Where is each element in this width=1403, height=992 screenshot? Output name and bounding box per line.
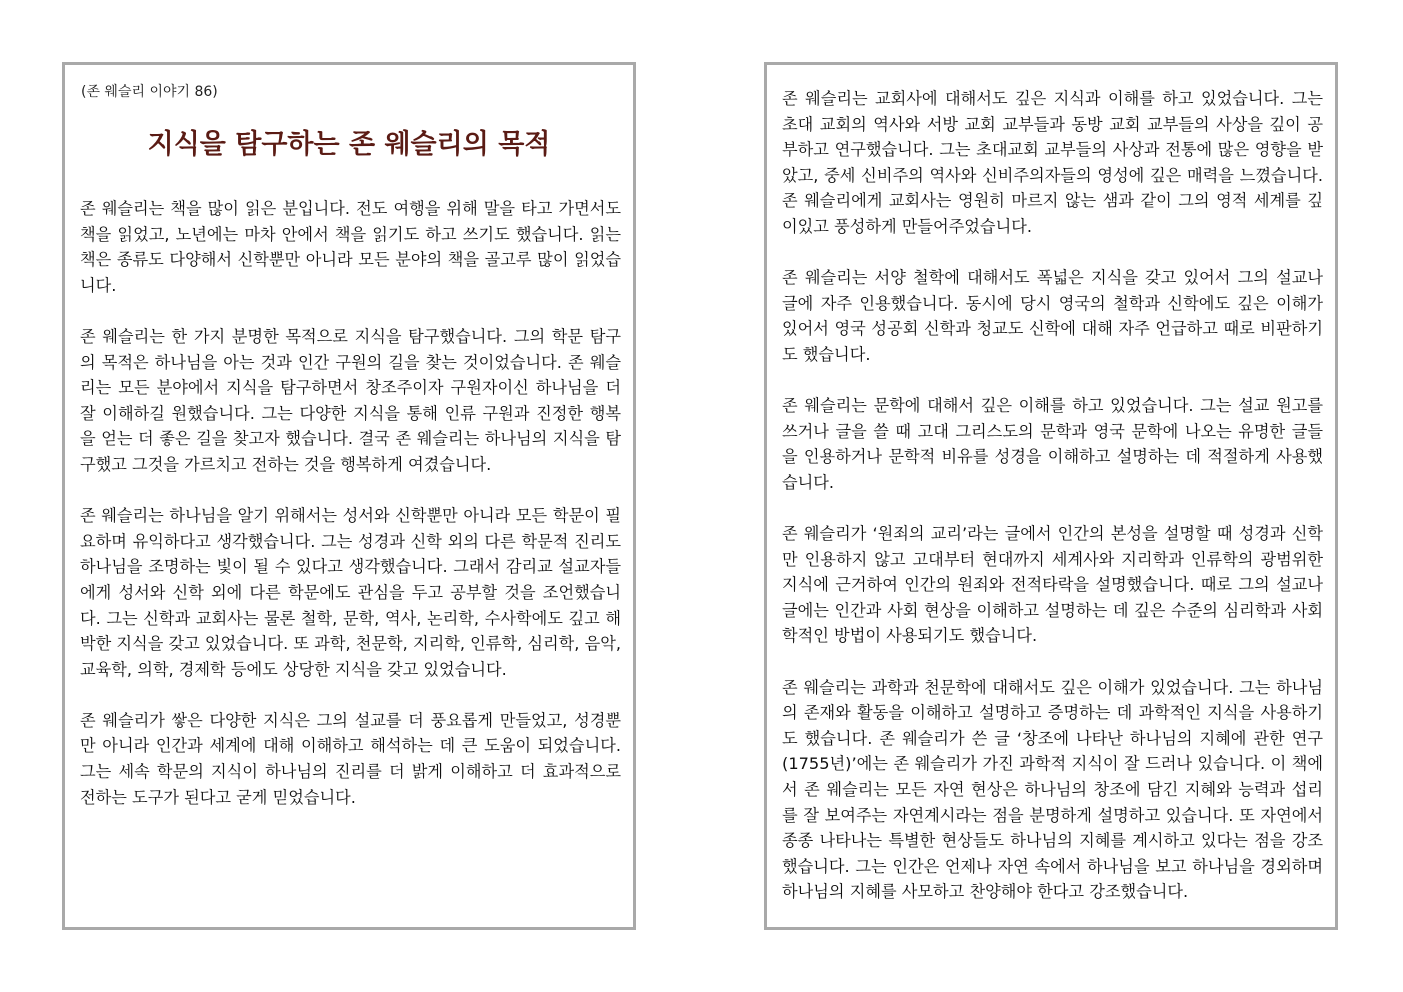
paragraph: 존 웨슬리는 책을 많이 읽은 분입니다. 전도 여행을 위해 말을 타고 가면서도 책을 읽었고, 노년에는 마차 안에서 책을 읽기도 하고 쓰기도 했습니다. 읽는 책은 종류도 다양해서 신학뿐만 아니라 모든 분야의 책을 골고루 많이 읽었습니다. — [80, 199, 621, 295]
paragraph: 존 웨슬리는 하나님을 알기 위해서는 성서와 신학뿐만 아니라 모든 학문이 필요하며 유익하다고 생각했습니다. 그는 성경과 신학 외의 다른 학문적 진리도 하나님을 조명하는 빛이 될 수 있다고 생각했습니다. 그래서 감리교 설교자들에게 성서와 신학 외에 다른 학문에도 관심을 두고 공부할 것을 조언했습니다. 그는 신학과 교회사는 물론 철학, 문학, 역사, 논리학, 수사학에도 깊고 해박한 지식을 갖고 있었습니다. 또 과학, 천문학, 지리학, 인류학, 심리학, 음악, 교육학, 의학, 경제학 등에도 상당한 지식을 갖고 있었습니다. — [80, 506, 621, 679]
paragraph: 존 웨슬리는 교회사에 대해서도 깊은 지식과 이해를 하고 있었습니다. 그는 초대 교회의 역사와 서방 교회 교부들과 동방 교회 교부들의 사상을 깊이 공부하고 연구했습니다. 그는 초대교회 교부들의 사상과 전통에 많은 영향을 받았고, 중세 신비주의 역사와 신비주의자들의 영성에 깊은 매력을 느꼈습니다. 존 웨슬리에게 교회사는 영원히 마르지 않는 샘과 같이 그의 영적 세계를 깊이있고 풍성하게 만들어주었습니다. — [782, 89, 1323, 236]
right-page — [764, 62, 1338, 930]
paragraph: 존 웨슬리가 ‘원죄의 교리’라는 글에서 인간의 본성을 설명할 때 성경과 신학만 인용하지 않고 고대부터 현대까지 세계사와 지리학과 인류학의 광범위한 지식에 근거하여 인간의 원죄와 전적타락을 설명했습니다. 때로 그의 설교나 글에는 인간과 사회 현상을 이해하고 설명하는 데 깊은 수준의 심리학과 사회학적인 방법이 사용되기도 했습니다. — [782, 524, 1323, 646]
paragraph: 존 웨슬리는 문학에 대해서 깊은 이해를 하고 있었습니다. 그는 설교 원고를 쓰거나 글을 쓸 때 고대 그리스도의 문학과 영국 문학에 나오는 유명한 글들을 인용하거나 문학적 비유를 성경을 이해하고 설명하는 데 적절하게 사용했습니다. — [782, 396, 1323, 492]
series-label: (존 웨슬리 이야기 86) — [81, 84, 218, 100]
paragraph: 존 웨슬리는 서양 철학에 대해서도 폭넓은 지식을 갖고 있어서 그의 설교나 글에 자주 인용했습니다. 동시에 당시 영국의 철학과 신학에도 깊은 이해가 있어서 영국 성공회 신학과 청교도 신학에 대해 자주 언급하고 때로 비판하기도 했습니다. — [782, 268, 1323, 364]
left-page — [62, 62, 636, 930]
paragraph: 존 웨슬리가 쌓은 다양한 지식은 그의 설교를 더 풍요롭게 만들었고, 성경뿐만 아니라 인간과 세계에 대해 이해하고 해석하는 데 큰 도움이 되었습니다. 그는 세속 학문의 지식이 하나님의 진리를 더 밝게 이해하고 더 효과적으로 전하는 도구가 된다고 굳게 믿었습니다. — [80, 710, 621, 807]
left-body-text — [80, 196, 621, 810]
right-body-text — [782, 86, 1323, 905]
page-title: 지식을 탐구하는 존 웨슬리의 목적 — [147, 129, 551, 160]
paragraph: 존 웨슬리는 과학과 천문학에 대해서도 깊은 이해가 있었습니다. 그는 하나님의 존재와 활동을 이해하고 설명하고 증명하는 데 과학적인 지식을 사용하기도 했습니다. 존 웨슬리가 쓴 글 ‘창조에 나타난 하나님의 지혜에 관한 연구(1755년)’에는 존 웨슬리가 가진 과학적 지식이 잘 드러나 있습니다. 이 책에서 존 웨슬리는 모든 자연 현상은 하나님의 창조에 담긴 지혜와 능력과 섭리를 잘 보여주는 자연계시라는 점을 분명하게 설명하고 있습니다. 또 자연에서 종종 나타나는 특별한 현상들도 하나님의 지혜를 계시하고 있다는 점을 강조했습니다. 그는 인간은 언제나 자연 속에서 하나님을 보고 하나님을 경외하며 하나님의 지혜를 사모하고 찬양해야 한다고 강조했습니다. — [782, 677, 1323, 902]
paragraph: 존 웨슬리는 한 가지 분명한 목적으로 지식을 탐구했습니다. 그의 학문 탐구의 목적은 하나님을 아는 것과 인간 구원의 길을 찾는 것이었습니다. 존 웨슬리는 모든 분야에서 지식을 탐구하면서 창조주이자 구원자이신 하나님을 더 잘 이해하길 원했습니다. 그는 다양한 지식을 통해 인류 구원과 진정한 행복을 얻는 더 좋은 길을 찾고자 했습니다. 결국 존 웨슬리는 하나님의 지식을 탐구했고 그것을 가르치고 전하는 것을 행복하게 여겼습니다. — [80, 326, 621, 474]
